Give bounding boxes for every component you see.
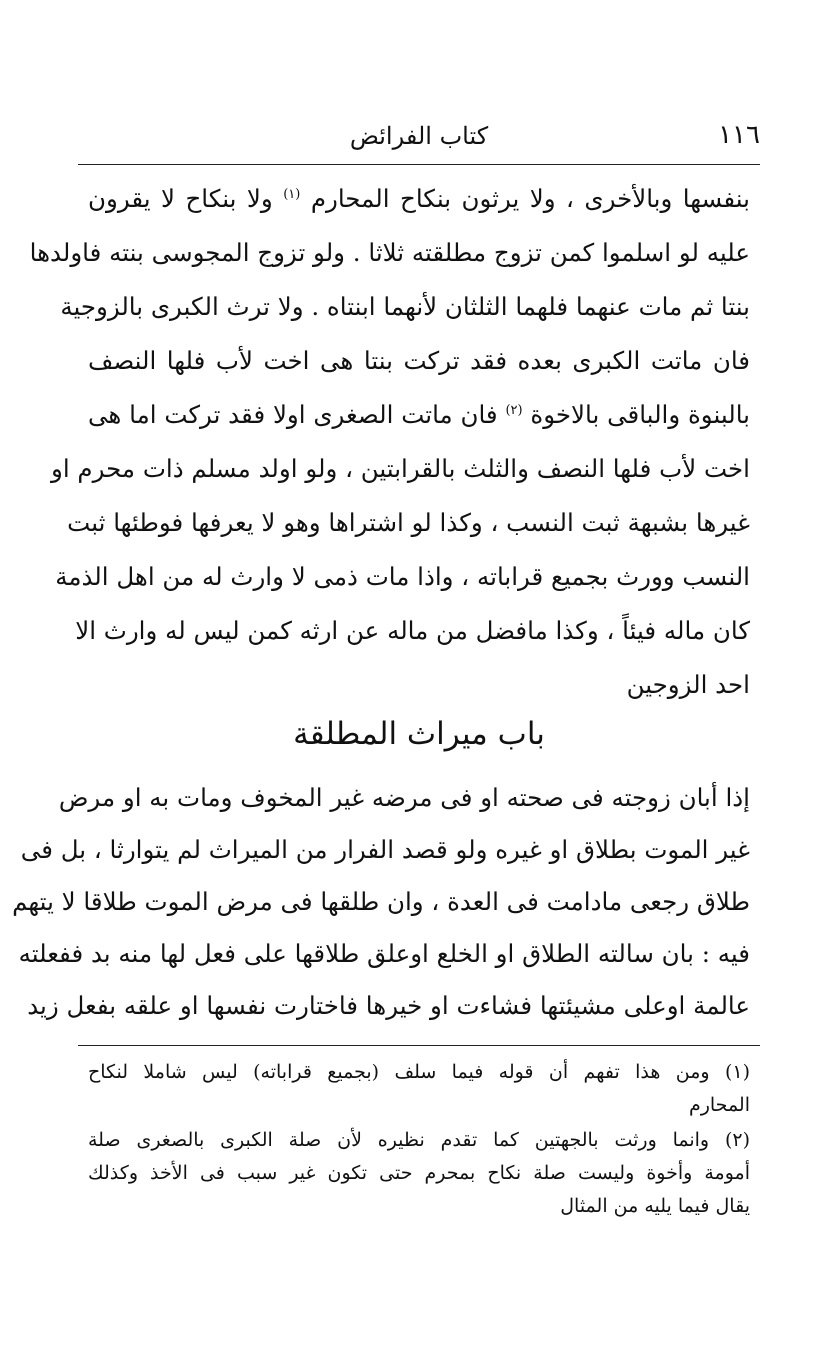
section-heading: باب ميراث المطلقة	[293, 716, 545, 752]
footnote-line: أمومة وأخوة وليست صلة نكاح بمحرم حتى تكون غير سبب فى الأخذ وكذلك	[88, 1162, 750, 1184]
footnotes	[88, 1056, 750, 1223]
text-line: كان ماله فيئاً ، وكذا مافضل من ماله عن ارثه كمن ليس له وارث الا	[75, 616, 750, 645]
text-line: عالمة اوعلى مشيئتها فشاءت او خيرها فاختارت نفسها او علقه بفعل زيد	[27, 991, 750, 1020]
footnote-rule	[78, 1045, 760, 1046]
body-paragraph	[29, 172, 751, 712]
footnote-line: (٢) وانما ورثت بالجهتين كما تقدم نظيره لأن صلة الكبرى بالصغرى صلة	[88, 1129, 750, 1151]
text-segment: بنفسها وبالأخرى ، ولا يرثون بنكاح المحارم	[310, 184, 750, 213]
footnote-ref: (١)	[283, 186, 301, 202]
text-segment: ولا بنكاح لا يقرون	[88, 184, 273, 213]
text-line: فيه : بان سالته الطلاق او الخلع اوعلق طلاقها على فعل لها منه بد ففعلته	[18, 939, 750, 968]
text-segment: بالبنوة والباقى بالاخوة	[530, 400, 751, 429]
text-line	[88, 172, 750, 226]
text-line: عليه لو اسلموا كمن تزوج مطلقته ثلاثا . ولو تزوج المجوسى بنته فاولدها	[29, 238, 750, 267]
footnote-1	[88, 1056, 750, 1122]
page-header	[78, 118, 760, 164]
footnote-line: يقال فيما يليه من المثال	[560, 1195, 750, 1217]
footnote-line: (١) ومن هذا تفهم أن قوله فيما سلف (بجميع قراباته) ليس شاملا لنكاح	[88, 1061, 750, 1083]
footnote-2	[88, 1124, 750, 1223]
footnote-ref: (٢)	[505, 402, 523, 418]
text-line	[88, 388, 750, 442]
text-line: فان ماتت الكبرى بعده فقد تركت بنتا هى اخت لأب فلها النصف	[88, 346, 750, 375]
page-number: ١١٦	[718, 120, 760, 150]
text-line: احد الزوجين	[626, 670, 750, 699]
text-line: غيرها بشبهة ثبت النسب ، وكذا لو اشتراها وهو لا يعرفها فوطئها ثبت	[67, 508, 750, 537]
text-line: اخت لأب فلها النصف والثلث بالقرابتين ، ولو اولد مسلم ذات محرم او	[50, 454, 750, 483]
text-line: النسب وورث بجميع قراباته ، واذا مات ذمى لا وارث له من اهل الذمة	[55, 562, 750, 591]
running-title: كتاب الفرائض	[349, 122, 489, 150]
footnote-line: المحارم	[688, 1094, 750, 1116]
section-paragraph	[12, 772, 750, 1032]
text-line: غير الموت بطلاق او غيره ولو قصد الفرار من الميراث لم يتوارثا ، بل فى	[20, 835, 750, 864]
text-line: إذا أبان زوجته فى صحته او فى مرضه غير المخوف ومات به او مرض	[58, 783, 750, 812]
text-line: بنتا ثم مات عنهما فلهما الثلثان لأنهما ابنتاه . ولا ترث الكبرى بالزوجية	[60, 292, 750, 321]
text-segment: فان ماتت الصغرى اولا فقد تركت اما هى	[88, 400, 498, 429]
header-rule	[78, 164, 760, 165]
text-line: طلاق رجعى مادامت فى العدة ، وان طلقها فى مرض الموت طلاقا لا يتهم	[12, 887, 750, 916]
